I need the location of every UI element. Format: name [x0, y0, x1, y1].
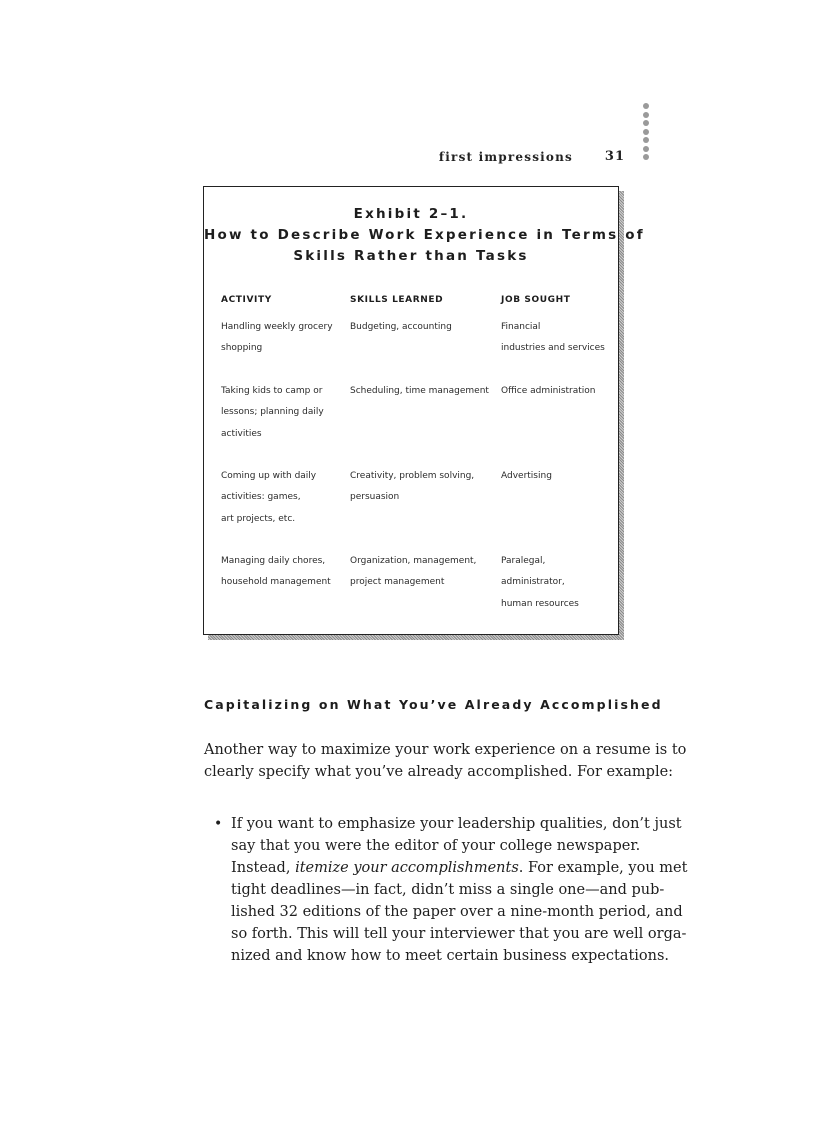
job-cell	[501, 551, 579, 615]
cell-line: activities	[221, 428, 262, 439]
cell-line: household management	[221, 577, 331, 588]
paragraph-line: clearly specify what you’ve already accomplished. For example:	[204, 764, 674, 780]
dot-icon	[643, 112, 649, 118]
job-cell	[501, 381, 596, 402]
table-row	[221, 317, 611, 360]
bullet-line: tight deadlines—in fact, didn’t miss a single one—and pub-	[231, 882, 665, 898]
activity-cell	[221, 466, 316, 530]
cell-line: Organization, management,	[350, 556, 477, 566]
column-header-job: JOB SOUGHT	[501, 295, 571, 305]
cell-line: human resources	[501, 598, 579, 609]
table-row	[221, 551, 611, 615]
skills-cell	[350, 551, 476, 594]
cell-line: Financial	[501, 322, 541, 332]
cell-line: Creativity, problem solving,	[350, 471, 475, 481]
dot-icon	[643, 154, 649, 160]
cell-line: Office administration	[501, 386, 596, 396]
cell-line: Paralegal,	[501, 556, 546, 566]
page-number: 31	[604, 149, 625, 164]
job-cell	[501, 466, 552, 487]
bullet-text	[231, 813, 688, 967]
cell-line: Managing daily chores,	[221, 556, 326, 566]
skills-cell	[350, 466, 474, 509]
job-cell	[501, 317, 605, 360]
column-header-activity: ACTIVITY	[221, 295, 272, 305]
section-heading: Capitalizing on What You’ve Already Accomplished	[204, 697, 663, 712]
dot-icon	[643, 137, 649, 143]
bullet-icon: •	[214, 816, 223, 832]
running-title: first impressions	[438, 150, 573, 164]
bullet-text-segment: . For example, you met	[518, 860, 688, 876]
bullet-line: If you want to emphasize your leadership qualities, don’t just	[231, 816, 682, 832]
exhibit-title-line: Exhibit 2–1.	[353, 206, 469, 222]
cell-line: lessons; planning daily	[221, 407, 324, 418]
exhibit-title	[204, 204, 645, 267]
cell-line: Scheduling, time management	[350, 386, 489, 396]
bullet-line: so forth. This will tell your interviewer that you are well orga-	[231, 926, 687, 942]
cell-line: activities: games,	[221, 492, 301, 503]
activity-cell	[221, 317, 333, 360]
cell-line: Advertising	[501, 471, 552, 481]
cell-line: industries and services	[501, 343, 605, 354]
dot-icon	[643, 103, 649, 109]
dot-icon	[643, 146, 649, 152]
running-header	[400, 150, 627, 168]
cell-line: project management	[350, 577, 445, 588]
exhibit-box	[203, 186, 645, 635]
cell-line: Handling weekly grocery	[221, 322, 333, 332]
activity-cell	[221, 381, 324, 445]
column-header-skills: SKILLS LEARNED	[350, 295, 444, 305]
skills-cell	[350, 381, 489, 402]
cell-line: persuasion	[350, 492, 400, 503]
table-row	[221, 381, 611, 445]
bullet-text-segment: Instead,	[231, 860, 291, 876]
dot-icon	[643, 120, 649, 126]
emphasis-text: itemize your accomplishments	[295, 860, 519, 876]
exhibit-table	[221, 295, 611, 636]
bullet-line: lished 32 editions of the paper over a nine-month period, and	[231, 904, 683, 920]
cell-line: art projects, etc.	[221, 513, 296, 524]
exhibit-title-line: How to Describe Work Experience in Terms of	[204, 227, 645, 243]
skills-cell	[350, 317, 452, 338]
bullet-line: say that you were the editor of your college newspaper.	[231, 838, 641, 854]
table-header	[221, 295, 611, 317]
cell-line: shopping	[221, 343, 263, 354]
bullet-line: nized and know how to meet certain business expectations.	[231, 948, 670, 964]
cell-line: administrator,	[501, 577, 565, 588]
cell-line: Taking kids to camp or	[221, 386, 323, 396]
bullet-line	[231, 857, 688, 879]
body-paragraph	[204, 739, 687, 783]
exhibit-title-line: Skills Rather than Tasks	[293, 248, 529, 264]
dot-icon	[643, 129, 649, 135]
paragraph-line: Another way to maximize your work experience on a resume is to	[204, 742, 687, 758]
cell-line: Budgeting, accounting	[350, 322, 452, 332]
activity-cell	[221, 551, 331, 594]
table-row	[221, 466, 611, 530]
cell-line: Coming up with daily	[221, 471, 317, 481]
decorative-dots	[643, 103, 653, 163]
